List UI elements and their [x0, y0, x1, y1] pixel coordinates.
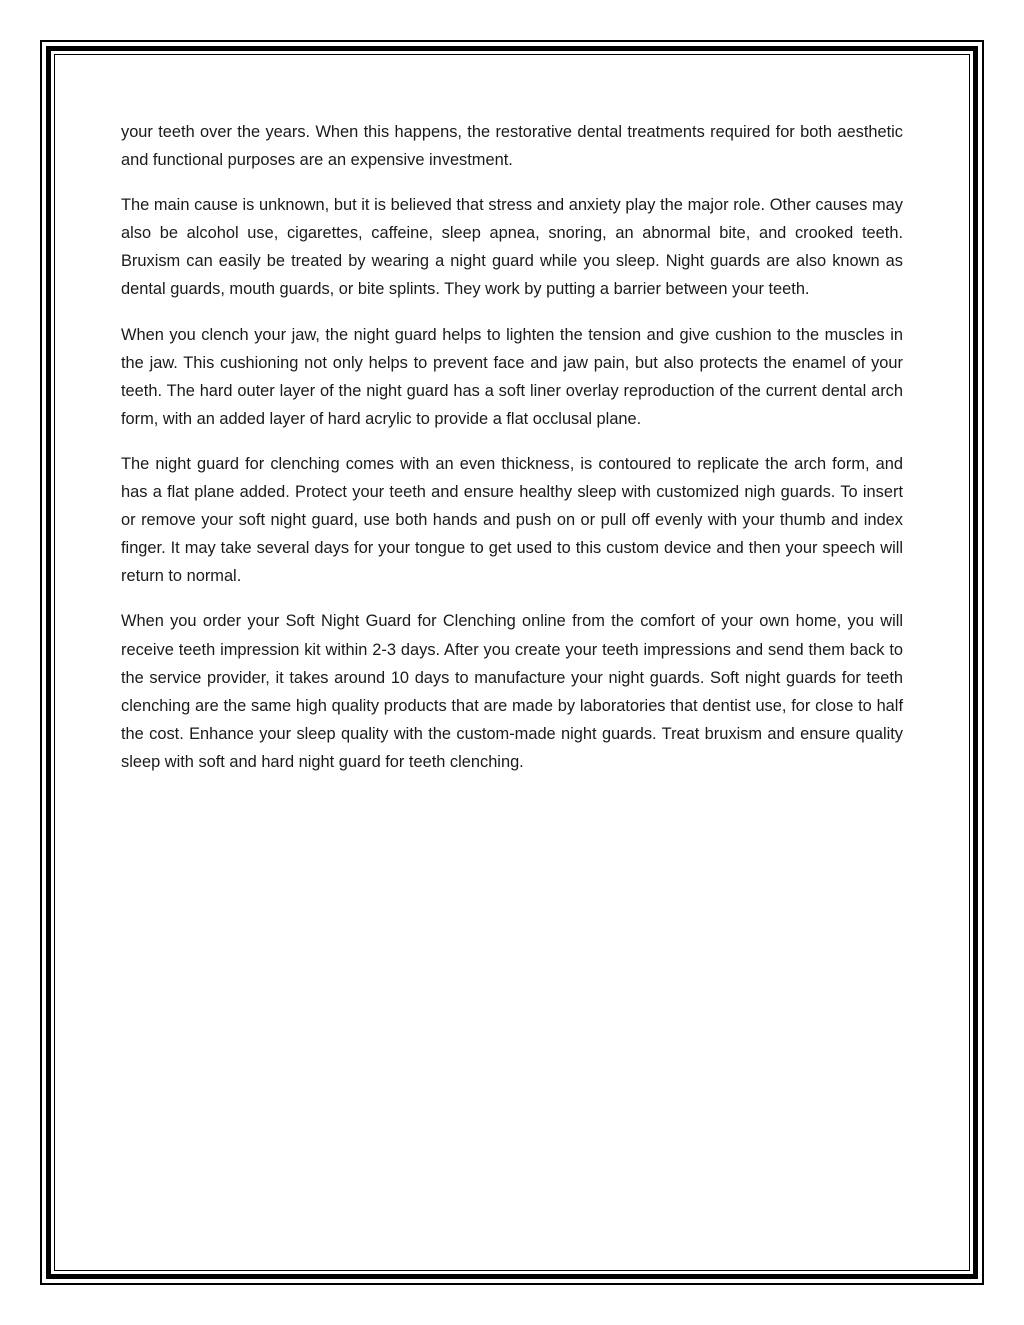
paragraph-2: The main cause is unknown, but it is believed that stress and anxiety play the major role. Other causes may also be alcohol use, cigarettes, caffeine, sleep apnea, snoring, an abnormal bite, and crooked teeth. Bruxism can easily be treated by wearing a night guard while you sleep. Night guards are also known as dental guards, mouth guards, or bite splints. They work by putting a barrier between your teeth.	[121, 196, 903, 299]
paragraph-5: When you order your Soft Night Guard for Clenching online from the comfort of your own home, you will receive teeth impression kit within 2-3 days. After you create your teeth impressions and send them back to the service provider, it takes around 10 days to manufacture your night guards. Soft night guards for teeth clenching are the same high quality products that are made by laboratories that dentist use, for close to half the cost. Enhance your sleep quality with the custom-made night guards. Treat bruxism and ensure quality sleep with soft and hard night guard for teeth clenching.	[121, 612, 903, 771]
paragraph-4: The night guard for clenching comes with an even thickness, is contoured to replicate the arch form, and has a flat plane added. Protect your teeth and ensure healthy sleep with customized nigh guards. To insert or remove your soft night guard, use both hands and push on or pull off evenly with your thumb and index finger. It may take several days for your tongue to get used to this custom device and then your speech will return to normal.	[121, 454, 903, 586]
document-body	[121, 118, 903, 793]
paragraph-1: your teeth over the years. When this happens, the restorative dental treatments required for both aesthetic and functional purposes are an expensive investment.	[121, 123, 903, 170]
paragraph-3: When you clench your jaw, the night guard helps to lighten the tension and give cushion to the muscles in the jaw. This cushioning not only helps to prevent face and jaw pain, but also protects the enamel of your teeth. The hard outer layer of the night guard has a soft liner overlay reproduction of the current dental arch form, with an added layer of hard acrylic to provide a flat occlusal plane.	[121, 325, 903, 428]
